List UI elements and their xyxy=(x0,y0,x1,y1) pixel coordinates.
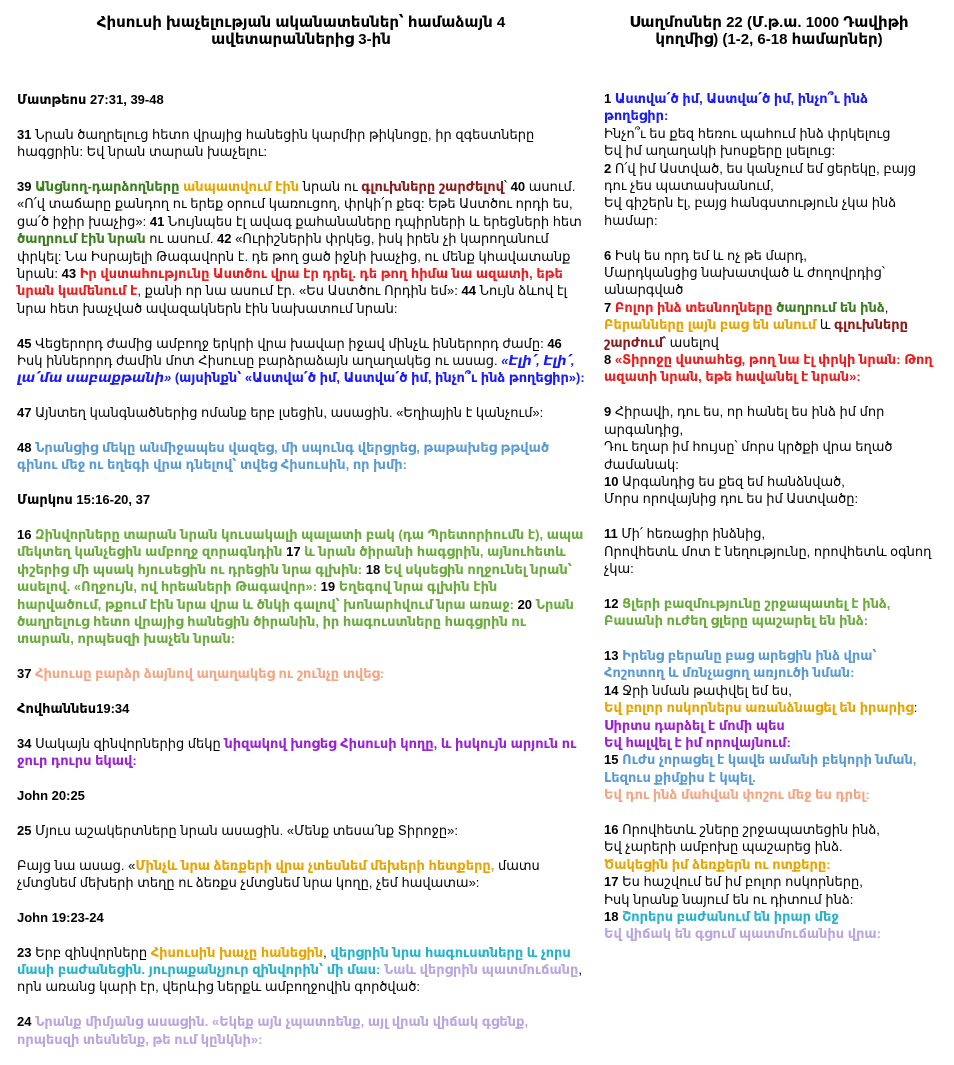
highlighted-text: Ուժս չորացել է կավե ամանի բեկորի նման, xyxy=(622,752,917,768)
verse-text: Մի՛ հեռացիր ինձնից, xyxy=(617,526,766,542)
verse-line xyxy=(604,699,934,716)
verse-paragraph xyxy=(17,404,585,421)
highlighted-text: անպատվում էին xyxy=(183,179,300,194)
passage-reference: John 20:25 xyxy=(17,788,85,804)
verse-text: Երբ զինվորները xyxy=(31,944,151,960)
verse-line xyxy=(604,873,934,890)
verse-text: և xyxy=(816,317,835,333)
verse-line xyxy=(604,490,934,507)
verse-paragraph xyxy=(17,1013,585,1048)
verse-number: 18 xyxy=(362,561,381,577)
verse-line xyxy=(604,543,934,578)
highlighted-text: Եվ հալվել է իմ որովայնում: xyxy=(604,734,791,750)
verse-number: 13 xyxy=(604,647,619,663)
highlighted-text: գլուխները շարժում xyxy=(604,317,908,350)
passage-reference: Մարկոս 15:16-20, 37 xyxy=(17,492,151,508)
verse-number: 43 xyxy=(61,266,77,282)
verse-number: 17 xyxy=(282,544,301,560)
psalm-column-heading: Սաղմոսներ 22 (Մ.թ.ա. 1000 Դավիթի կողմից) (1-2, 6-18 համարներ) xyxy=(629,14,909,48)
verse-line xyxy=(604,838,934,855)
verse-line xyxy=(604,473,934,490)
verse-text: Նրան ծաղրելուց հետո վրայից հանեցին կարմիր թիկնոցը, իր զգեստները հագցրին: Եվ նրան տարան խաչելու: xyxy=(17,126,535,160)
verse-text: , քանի որ նա ասում էր. «Ես Աստծու Որդին եմ»: xyxy=(137,283,462,299)
verse-number: 37 xyxy=(17,666,32,682)
verse-text: , որն առանց կարի էր, վերևից ներքև ամբողջովին գործված: xyxy=(17,962,582,995)
verse-line xyxy=(604,525,934,542)
verse-line xyxy=(604,891,934,908)
verse-line xyxy=(604,125,934,142)
highlighted-text: Աստվա՛ծ իմ, Աստվա՛ծ իմ, ինչո՞ւ ինձ թողեցիր: xyxy=(604,91,868,124)
verse-text: Որովհետև շները շրջապատեցին ինձ, xyxy=(618,821,880,837)
highlighted-text: Սիրտս դարձել է մոմի պես xyxy=(604,717,785,733)
highlighted-text: Հիսուսին խաչը հանեցին xyxy=(150,944,324,960)
verse-text: Իսկ ես որդ եմ և ոչ թե մարդ, xyxy=(611,247,807,263)
verse-number: 47 xyxy=(17,405,32,421)
verse-text: Իսկ նրանք նայում են ու դիտում ինձ: xyxy=(604,891,854,907)
verse-number: 34 xyxy=(17,735,32,751)
highlighted-text: Եվ վիճակ են գցում պատմուճանիս վրա: xyxy=(604,926,881,942)
verse-paragraph xyxy=(17,335,585,387)
highlighted-text: Ցլերի բազմությունը շրջապատել է ինձ, Բասանի ուժեղ ցլերը պաշարել են ինձ: xyxy=(604,595,891,629)
verse-number: 6 xyxy=(604,247,612,263)
verse-text: Եվ իմ աղաղակի խոսքերը լսելուց: xyxy=(604,143,836,159)
verse-text: Մյուս աշակերտները նրան ասացին. «Մենք տեսա՛նք Տիրոջը»: xyxy=(31,822,458,838)
verse-text: ասում. «Ո՛վ տաճարը քանդող ու երեք օրում կառուցող, փրկի՛ր քեզ: Եթե Աստծու որդի ես, ցա՛ծ իջիր խաչից»: xyxy=(17,179,576,229)
verse-line xyxy=(604,908,934,925)
passage-reference: Մատթեոս 27:31, 39-48 xyxy=(17,92,164,107)
verse-number: 25 xyxy=(17,822,32,838)
gospel-column-body xyxy=(17,91,585,1048)
verse-paragraph xyxy=(604,525,934,577)
highlighted-text: Եվ դու ինձ մահվան փոշու մեջ ես դրել: xyxy=(604,787,870,803)
verse-text: : xyxy=(913,700,918,716)
highlighted-text: Հիսուսը բարձր ձայնով աղաղակեց ու շունչը տվեց: xyxy=(35,666,385,682)
verse-text: , xyxy=(323,944,331,960)
verse-text: Նույն ձևով էլ նրա հետ խաչված ավազակներն էին նախատում նրան: xyxy=(17,283,568,316)
verse-paragraph xyxy=(17,665,585,682)
verse-number: 7 xyxy=(604,299,612,315)
verse-text: Իսկ իններորդ ժամին մոտ Հիսուսը բարձրաձայն աղաղակեց ու ասաց. xyxy=(17,353,502,369)
verse-paragraph xyxy=(604,247,934,386)
verse-paragraph xyxy=(604,647,934,804)
verse-paragraph xyxy=(604,90,934,229)
verse-line xyxy=(604,682,934,699)
passage-reference: John 19:23-24 xyxy=(17,909,104,925)
verse-line xyxy=(604,751,934,768)
highlighted-text: Բոլոր ինձ տեսնողները xyxy=(614,299,773,315)
verse-number: 42 xyxy=(217,231,232,247)
verse-number: 44 xyxy=(461,283,476,299)
verse-text: Նույնպես էլ ավագ քահանաները դպիրների և երեցների հետ xyxy=(164,213,582,229)
verse-text: Ինչո՞ւ ես քեզ հեռու պահում ինձ փրկելուց xyxy=(604,125,891,141)
highlighted-text: Ծակեցին իմ ձեռքերն ու ոտքերը: xyxy=(604,856,831,872)
highlighted-text: Իր վստահությունը Աստծու վրա էր դրել. դե թող հիմա նա ազատի, եթե նրան կամենում է xyxy=(17,266,563,299)
highlighted-text: Լեզուս քիմքիս է կպել. xyxy=(604,769,756,785)
verse-line xyxy=(604,316,934,351)
verse-paragraph xyxy=(17,178,585,317)
verse-text: Ջրի նման թափվել եմ ես, xyxy=(618,682,792,698)
verse-number: 45 xyxy=(17,335,32,351)
verse-line xyxy=(604,786,934,803)
verse-text: Այնտեղ կանգնածներից ոմանք երբ լսեցին, ասացին. «Եղիային է կանչում»: xyxy=(31,405,544,421)
highlighted-text: Իրենց բերանը բաց արեցին ինձ վրա՝ Հոշոտող և մռնչացող առյուծի նման: xyxy=(604,647,877,681)
highlighted-text: Նրան ծաղրելուց հետո վրայից հանեցին ծիրանին, իր հագուստները հագցրին ու տարան, որպեսզի խաչեն նրան: xyxy=(17,596,574,647)
verse-line xyxy=(604,438,934,473)
verse-line xyxy=(604,717,934,734)
verse-line xyxy=(604,647,934,682)
highlighted-text: «Տիրոջը վստահեց, թող նա էլ փրկի նրան: Թող ազատի նրան, եթե հավանել է նրան»: xyxy=(604,352,933,385)
highlighted-text: և նրան ծիրանի հագցրին, այնուհետև փշերից մի պսակ հյուսեցին ու դրեցին նրա գլխին: xyxy=(17,544,566,577)
highlighted-text: «Էլի՛, Էլի՛, լա՛մա սաբաքթանի» xyxy=(17,353,575,386)
verse-text: ու ասում. xyxy=(145,231,218,247)
verse-text: Սակայն զինվորներից մեկը xyxy=(31,735,225,751)
verse-line xyxy=(604,821,934,838)
verse-line xyxy=(604,769,934,786)
highlighted-text: Նրանցից մեկը անմիջապես վազեց, մի սպունգ վերցրեց, թաթախեց թթված գինու մեջ ու եղեգի վրա դնելով՝ տվեց Հիսուսին, որ խմի: xyxy=(17,440,550,473)
verse-text: Մարդկանցից նախատված և ժողովրդից՝ անարգված xyxy=(604,265,885,298)
verse-number: 24 xyxy=(17,1014,32,1030)
verse-paragraph xyxy=(604,595,934,630)
verse-paragraph xyxy=(17,944,585,996)
highlighted-text: Եվ սկսեցին ողջունել նրան՝ ասելով. «Ողջույն, ով հրեաների Թագավոր»: xyxy=(17,561,572,595)
gospel-column-heading: Հիսուսի խաչելության ականատեսներ՝ համաձայն 4 ավետարաններից 3-ին xyxy=(96,14,506,48)
verse-number: 20 xyxy=(513,596,533,612)
verse-text: Հիրավի, դու ես, որ հանել ես ինձ իմ մոր արգանդից, xyxy=(604,404,885,437)
verse-number: 46 xyxy=(547,335,562,351)
verse-text: Ես հաշվում եմ իմ բոլոր ոսկորները, xyxy=(618,874,863,890)
verse-number: 19 xyxy=(317,579,336,595)
verse-number: 31 xyxy=(17,126,32,142)
verse-line xyxy=(604,90,934,125)
verse-number: 41 xyxy=(149,213,165,229)
highlighted-text: Զինվորները տարան նրան կուսակալի պալատի բակ (դա Պրետորիումն է), ապա մեկտեղ կանչեցին ամբողջ զորագնդին xyxy=(17,527,584,560)
verse-line xyxy=(604,595,934,630)
verse-number: 10 xyxy=(604,473,619,489)
verse-number: 12 xyxy=(604,595,619,611)
verse-number: 18 xyxy=(604,909,619,924)
verse-number: 16 xyxy=(604,821,619,837)
passage-reference: Հովհաննես19:34 xyxy=(17,701,130,717)
verse-paragraph xyxy=(17,822,585,839)
highlighted-text: գլուխները շարժելով xyxy=(361,179,504,194)
highlighted-text: Անցնող-դարձողները xyxy=(35,179,180,194)
highlighted-text: Եղեգով նրա գլխին էին հարվածում, թքում էին նրա վրա և ծնկի գալով՝ խոնարհվում նրա առաջ: xyxy=(17,579,514,612)
highlighted-text: ծաղրում էին նրան xyxy=(17,231,146,247)
verse-paragraph xyxy=(17,857,585,892)
verse-number: 2 xyxy=(604,160,612,176)
verse-text: ՝ xyxy=(503,179,511,194)
verse-line xyxy=(604,925,934,942)
highlighted-text: վերցրին նրա հագուստները և չորս մասի բաժանեցին. յուրաքանչյուր զինվորին՝ մի մաս: xyxy=(17,944,571,978)
verse-paragraph xyxy=(604,821,934,943)
verse-text: , xyxy=(884,299,889,315)
psalm-column-body xyxy=(604,90,934,943)
verse-line xyxy=(604,142,934,159)
verse-text: Ո՛վ իմ Աստված, ես կանչում եմ ցերեկը, բայց դու չես պատասխանում, xyxy=(604,160,917,194)
verse-text: «Ուրիշներին փրկեց, իսկ իրեն չի կարողանում փրկել: Նա Իսրայելի Թագավորն է. դե թող ցած իջնի խաչից, ու մենք կհավատանք նրան: xyxy=(17,231,571,282)
verse-text: Եվ գիշերն էլ, բայց հանգստություն չկա ինձ համար: xyxy=(604,195,897,228)
highlighted-text: Մինչև նրա ձեռքերի վրա չտեսնեմ մեխերի հետքերը, xyxy=(135,857,495,873)
verse-number: 17 xyxy=(604,874,619,890)
verse-number: 8 xyxy=(604,352,612,368)
verse-text: Վեցերորդ ժամից ամբողջ երկրի վրա խավար իջավ մինչև իններորդ ժամը: xyxy=(31,335,548,351)
verse-line xyxy=(604,299,934,316)
gospel-column xyxy=(17,0,585,1065)
highlighted-text: (այսինքն՝ «Աստվա՛ծ իմ, Աստվա՛ծ իմ, ինչո՞ւ ինձ թողեցիր»): xyxy=(174,370,585,386)
verse-line xyxy=(604,856,934,873)
verse-paragraph xyxy=(604,403,934,507)
highlighted-text: Եվ բոլոր ոսկորներս առանձնացել են իրարից xyxy=(604,700,914,716)
verse-number: 23 xyxy=(17,944,32,960)
verse-paragraph xyxy=(17,526,585,648)
verse-number: 1 xyxy=(604,91,612,106)
psalm-column xyxy=(604,0,934,960)
verse-text: Եվ չարերի ամբոխը պաշարեց ինձ. xyxy=(604,839,843,855)
verse-number: 9 xyxy=(604,404,612,420)
verse-line xyxy=(604,351,934,386)
verse-text: Արգանդից ես քեզ եմ հանձնված, xyxy=(618,473,845,489)
verse-line xyxy=(604,194,934,229)
verse-text: Դու եղար իմ հույսը՝ մորս կրծքի վրա եղած ժամանակ: xyxy=(604,439,893,472)
verse-text: Որովհետև մոտ է նեղությունը, որովհետև օգնող չկա: xyxy=(604,543,932,576)
verse-paragraph xyxy=(17,735,585,770)
verse-number: 48 xyxy=(17,440,32,456)
verse-line xyxy=(604,264,934,299)
verse-text: Մորս որովայնից դու ես իմ Աստվածը: xyxy=(604,491,859,507)
verse-line xyxy=(604,160,934,195)
highlighted-text: Շորերս բաժանում են իրար մեջ xyxy=(622,909,839,924)
verse-paragraph xyxy=(17,439,585,474)
verse-number: 15 xyxy=(604,752,619,768)
highlighted-text: Բերանները լայն բաց են անում xyxy=(604,317,817,333)
verse-number: 14 xyxy=(604,682,619,698)
verse-number: 16 xyxy=(17,527,32,543)
highlighted-text: ծաղրում են ինձ xyxy=(776,299,885,315)
highlighted-text: Նրանք միմյանց ասացին. «Եկեք այն չպատռենք, այլ վրան վիճակ գցենք, որպեսզի տեսնենք, թե ում կընկնի»: xyxy=(17,1014,529,1047)
verse-line xyxy=(604,403,934,438)
verse-number: 40 xyxy=(510,179,526,194)
verse-text: Բայց նա ասաց. « xyxy=(17,857,136,873)
verse-text: մատս չմտցնեմ մեխերի տեղը ու ձեռքս չմտցնեմ նրա կողը, չեմ հավատա»: xyxy=(17,857,540,891)
verse-number: 11 xyxy=(604,526,618,542)
verse-text: ՝ ասելով xyxy=(662,334,719,350)
verse-number: 39 xyxy=(17,179,32,194)
verse-line xyxy=(604,734,934,751)
highlighted-text: Նաև վերցրին պատմուճանը xyxy=(383,962,579,978)
verse-text: նրան ու xyxy=(299,179,362,194)
verse-paragraph xyxy=(17,126,585,161)
highlighted-text: նիզակով խոցեց Հիսուսի կողը, և իսկույն արյուն ու ջուր դուրս եկավ: xyxy=(17,735,577,769)
verse-line xyxy=(604,247,934,264)
